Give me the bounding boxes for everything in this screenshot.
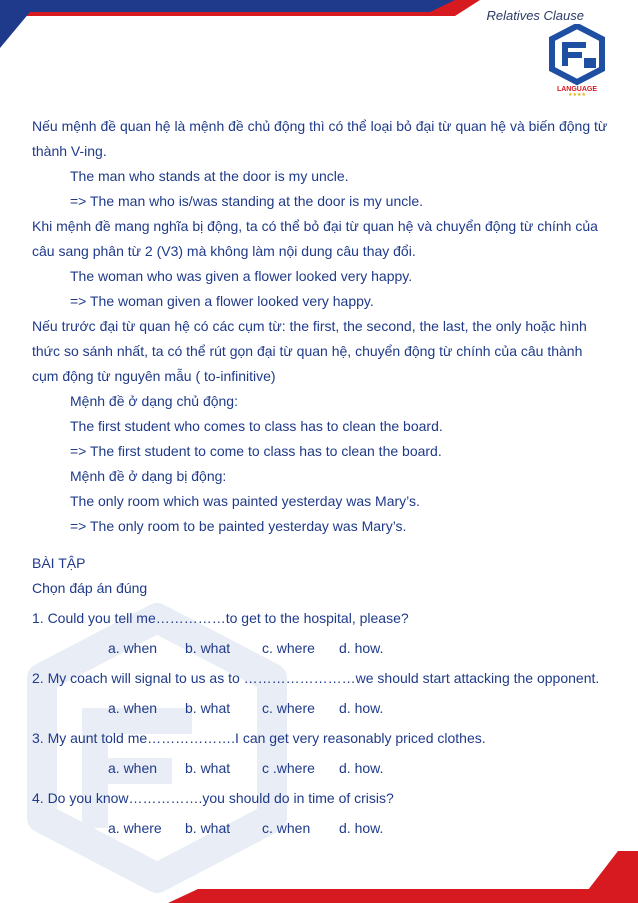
- option-b: b. what: [185, 700, 231, 716]
- question-1-options: [32, 633, 612, 663]
- logo-text: LANGUAGE: [556, 86, 598, 93]
- option-c: c .where: [262, 760, 315, 776]
- option-d: d. how.: [339, 820, 384, 836]
- question-3-options: [32, 753, 612, 783]
- example-line: The first student who comes to class has to clean the board.: [70, 418, 443, 434]
- option-c: c. when: [262, 820, 311, 836]
- example-line: The woman who was given a flower looked very happy.: [70, 268, 413, 284]
- example-line: => The only room to be painted yesterday was Mary’s.: [70, 518, 407, 534]
- theory-line: câu sang phân từ 2 (V3) mà không làm nội dung câu thay đổi.: [32, 243, 416, 259]
- example-line: The man who stands at the door is my uncle.: [70, 168, 349, 184]
- exercise-instruction: Chọn đáp án đúng: [32, 580, 148, 596]
- option-a: a. when: [108, 640, 158, 656]
- question-4: 4. Do you know…………….you should do in time of crisis?: [32, 790, 394, 806]
- example-line: => The man who is/was standing at the door is my uncle.: [70, 193, 424, 209]
- option-b: b. what: [185, 820, 231, 836]
- theory-line: Nếu mệnh đề quan hệ là mệnh đề chủ động thì có thể loại bỏ đại từ quan hệ và biến động từ: [32, 118, 608, 134]
- header-title: Relatives Clause: [486, 8, 584, 23]
- example-line: => The first student to come to class has to clean the board.: [70, 443, 442, 459]
- option-c: c. where: [262, 700, 315, 716]
- example-line: Mệnh đề ở dạng bị động:: [70, 468, 227, 484]
- option-b: b. what: [185, 640, 231, 656]
- option-d: d. how.: [339, 640, 384, 656]
- option-a: a. where: [108, 820, 162, 836]
- question-2-options: [32, 693, 612, 723]
- brand-logo: [548, 24, 606, 101]
- example-line: => The woman given a flower looked very happy.: [70, 293, 374, 309]
- theory-line: cụm động từ nguyên mẫu ( to-infinitive): [32, 368, 276, 384]
- question-1: 1. Could you tell me……………to get to the hospital, please?: [32, 610, 409, 626]
- question-3: 3. My aunt told me……………….I can get very reasonably priced clothes.: [32, 730, 486, 746]
- svg-text:★★★★: ★★★★: [568, 92, 586, 96]
- theory-line: Nếu trước đại từ quan hệ có các cụm từ: the first, the second, the last, the only hoặc hình: [32, 318, 587, 334]
- option-b: b. what: [185, 760, 231, 776]
- option-a: a. when: [108, 760, 158, 776]
- option-a: a. when: [108, 700, 158, 716]
- question-2: 2. My coach will signal to us as to ……………………we should start attacking the opponent.: [32, 670, 600, 686]
- exercise-heading: BÀI TẬP: [32, 555, 86, 571]
- page-content: [32, 114, 612, 843]
- question-4-options: [32, 813, 612, 843]
- theory-line: thành V-ing.: [32, 143, 107, 159]
- example-line: Mệnh đề ở dạng chủ động:: [70, 393, 238, 409]
- example-line: The only room which was painted yesterday was Mary’s.: [70, 493, 420, 509]
- theory-line: thức so sánh nhất, ta có thể rút gọn đại từ quan hệ, chuyển động từ chính của câu thành: [32, 343, 583, 359]
- option-d: d. how.: [339, 700, 384, 716]
- option-d: d. how.: [339, 760, 384, 776]
- option-c: c. where: [262, 640, 315, 656]
- theory-line: Khi mệnh đề mang nghĩa bị động, ta có thể bỏ đại từ quan hệ và chuyển động từ chính của: [32, 218, 598, 234]
- top-left-corner-decoration: [0, 0, 480, 50]
